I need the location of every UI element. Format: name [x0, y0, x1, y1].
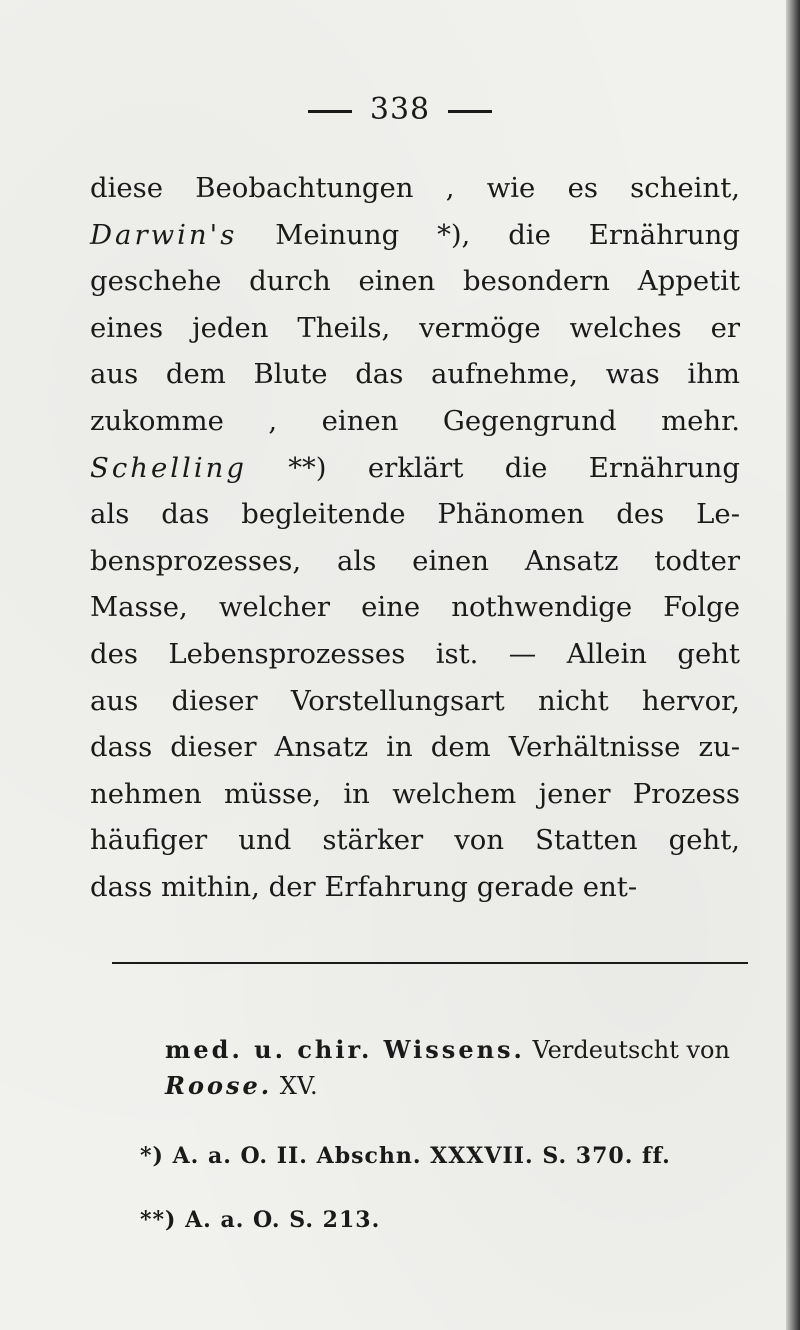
author-name-schelling: Schelling	[90, 451, 247, 484]
footnote-divider	[112, 962, 748, 964]
text-line: eines jeden Theils, vermöge welches er	[90, 311, 740, 344]
footnote-1: *) A. a. O. II. Abschn. XXXVII. S. 370. ff.	[140, 1143, 671, 1169]
text-line: Schelling **) erklärt die Ernährung	[90, 451, 740, 484]
header-dash-right	[448, 110, 492, 113]
text-line: zukomme , einen Gegengrund mehr.	[90, 404, 740, 437]
footnote-2: **) A. a. O. S. 213.	[140, 1207, 381, 1233]
text-line: aus dieser Vorstellungsart nicht hervor,	[90, 684, 740, 717]
text-line: aus dem Blute das aufnehme, was ihm	[90, 358, 740, 391]
footnote-continuation: med. u. chir. Wissens. Verdeutscht von Roose. XV.	[165, 1035, 730, 1100]
page-edge-shadow	[786, 0, 800, 1330]
text-line: häufiger und stärker von Statten geht,	[90, 824, 740, 857]
text-line: als das begleitende Phänomen des Le-	[90, 498, 740, 531]
page-number: 338	[369, 92, 431, 127]
text-line: geschehe durch einen besondern Appetit	[90, 265, 740, 298]
text-line: dass dieser Ansatz in dem Verhältnisse zu-	[90, 731, 740, 764]
header-dash-left	[308, 110, 352, 113]
body-text	[90, 165, 740, 911]
text-line: Darwin's Meinung *), die Ernährung	[90, 218, 740, 251]
text-line: des Lebensprozesses ist. — Allein geht	[90, 637, 740, 670]
text-line: bensprozesses, als einen Ansatz todter	[90, 544, 740, 577]
text-line: diese Beobachtungen , wie es scheint,	[90, 172, 740, 204]
author-name-darwin: Darwin's	[90, 218, 238, 251]
text-line: Masse, welcher eine nothwendige Folge	[90, 591, 740, 624]
text-line: dass mithin, der Erfahrung gerade ent-	[90, 870, 638, 903]
text-line: nehmen müsse, in welchem jener Prozess	[90, 777, 740, 810]
page-header	[0, 92, 800, 127]
